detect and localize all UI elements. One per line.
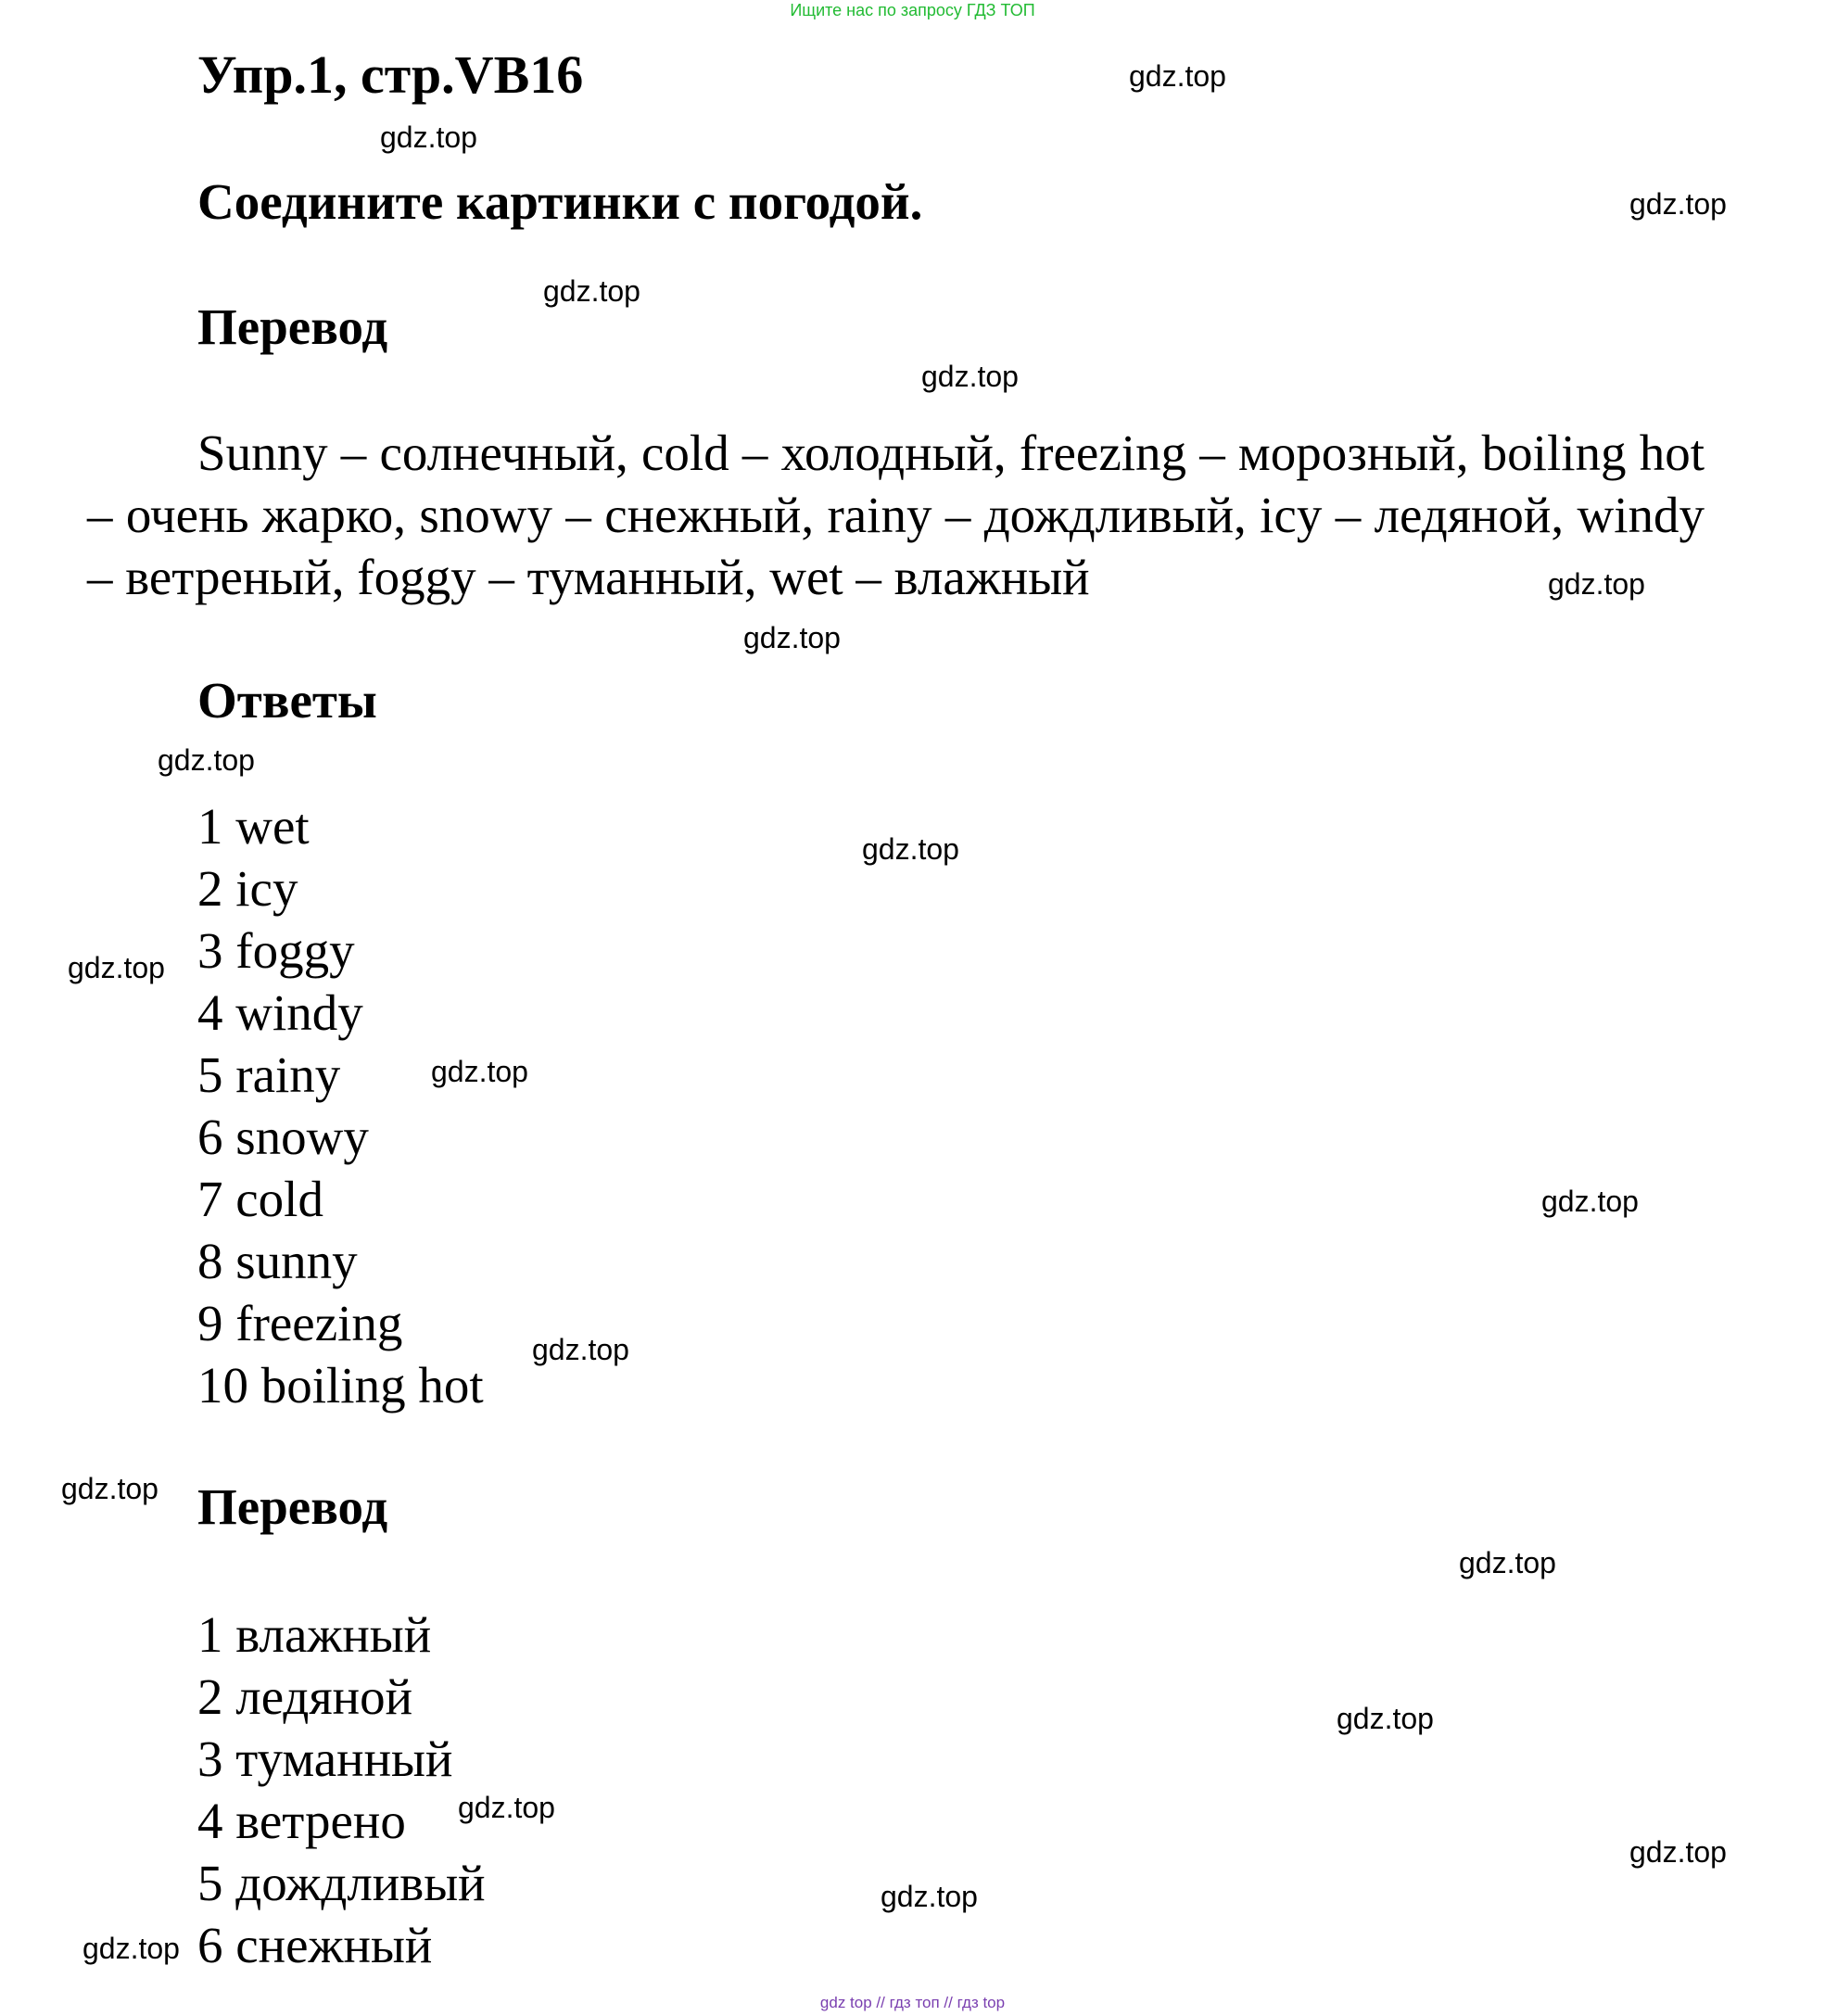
answer-item: 7 cold: [197, 1171, 323, 1227]
answer-item: 8 sunny: [197, 1233, 358, 1289]
answer-translation-item: 1 влажный: [197, 1606, 432, 1663]
answer-item: 1 wet: [197, 798, 310, 855]
top-banner: Ищите нас по запросу ГДЗ ТОП: [790, 1, 1035, 19]
answer-item: 3 foggy: [197, 922, 355, 979]
watermark: gdz.top: [1548, 567, 1645, 601]
watermark: gdz.top: [532, 1333, 629, 1366]
answer-item: 6 snowy: [197, 1109, 369, 1165]
answer-translation-item: 5 дождливый: [197, 1855, 486, 1911]
translation-heading: Перевод: [197, 298, 388, 355]
watermark: gdz.top: [1459, 1546, 1556, 1579]
watermark: gdz.top: [1129, 59, 1226, 93]
answers-heading: Ответы: [197, 672, 377, 729]
watermark: gdz.top: [380, 120, 477, 154]
page-title: Упр.1, стр.VB16: [197, 44, 584, 105]
watermark: gdz.top: [61, 1472, 158, 1505]
answer-translation-item: 3 туманный: [197, 1731, 453, 1787]
answer-item: 5 rainy: [197, 1046, 341, 1103]
watermark: gdz.top: [1337, 1702, 1434, 1735]
watermark: gdz.top: [458, 1791, 555, 1824]
watermark: gdz.top: [1629, 1835, 1727, 1869]
watermark: gdz.top: [1629, 187, 1727, 221]
watermark: gdz.top: [1541, 1185, 1639, 1218]
watermark: gdz.top: [921, 360, 1019, 393]
answers-translation-list: [197, 1604, 486, 1976]
watermark: gdz.top: [82, 1932, 180, 1965]
task-instruction: Соедините картинки с погодой.: [197, 173, 923, 230]
watermark: gdz.top: [543, 274, 640, 308]
answer-translation-item: 4 ветрено: [197, 1793, 406, 1849]
answers-list: [197, 795, 484, 1416]
watermark: gdz.top: [158, 743, 255, 777]
translation-paragraph: Sunny – солнечный, cold – холодный, freezing – морозный, boiling hot – очень жарко, snowy – снежный, rainy – дождливый, icy – ледяной, windy – ветреный, foggy – туманный, wet – влажный: [87, 425, 1705, 605]
bottom-banner: gdz top // гдз топ // гдз top: [819, 1994, 1006, 2011]
watermark: gdz.top: [743, 621, 841, 654]
answers-translation-heading: Перевод: [197, 1478, 388, 1535]
answer-item: 9 freezing: [197, 1295, 403, 1351]
answer-translation-item: 6 снежный: [197, 1917, 433, 1973]
watermark: gdz.top: [68, 951, 165, 984]
answer-translation-item: 2 ледяной: [197, 1668, 413, 1725]
answer-item: 10 boiling hot: [197, 1357, 484, 1414]
answer-item: 4 windy: [197, 984, 363, 1041]
watermark: gdz.top: [881, 1880, 978, 1913]
answer-item: 2 icy: [197, 860, 298, 917]
watermark: gdz.top: [431, 1055, 528, 1088]
watermark: gdz.top: [862, 832, 959, 866]
